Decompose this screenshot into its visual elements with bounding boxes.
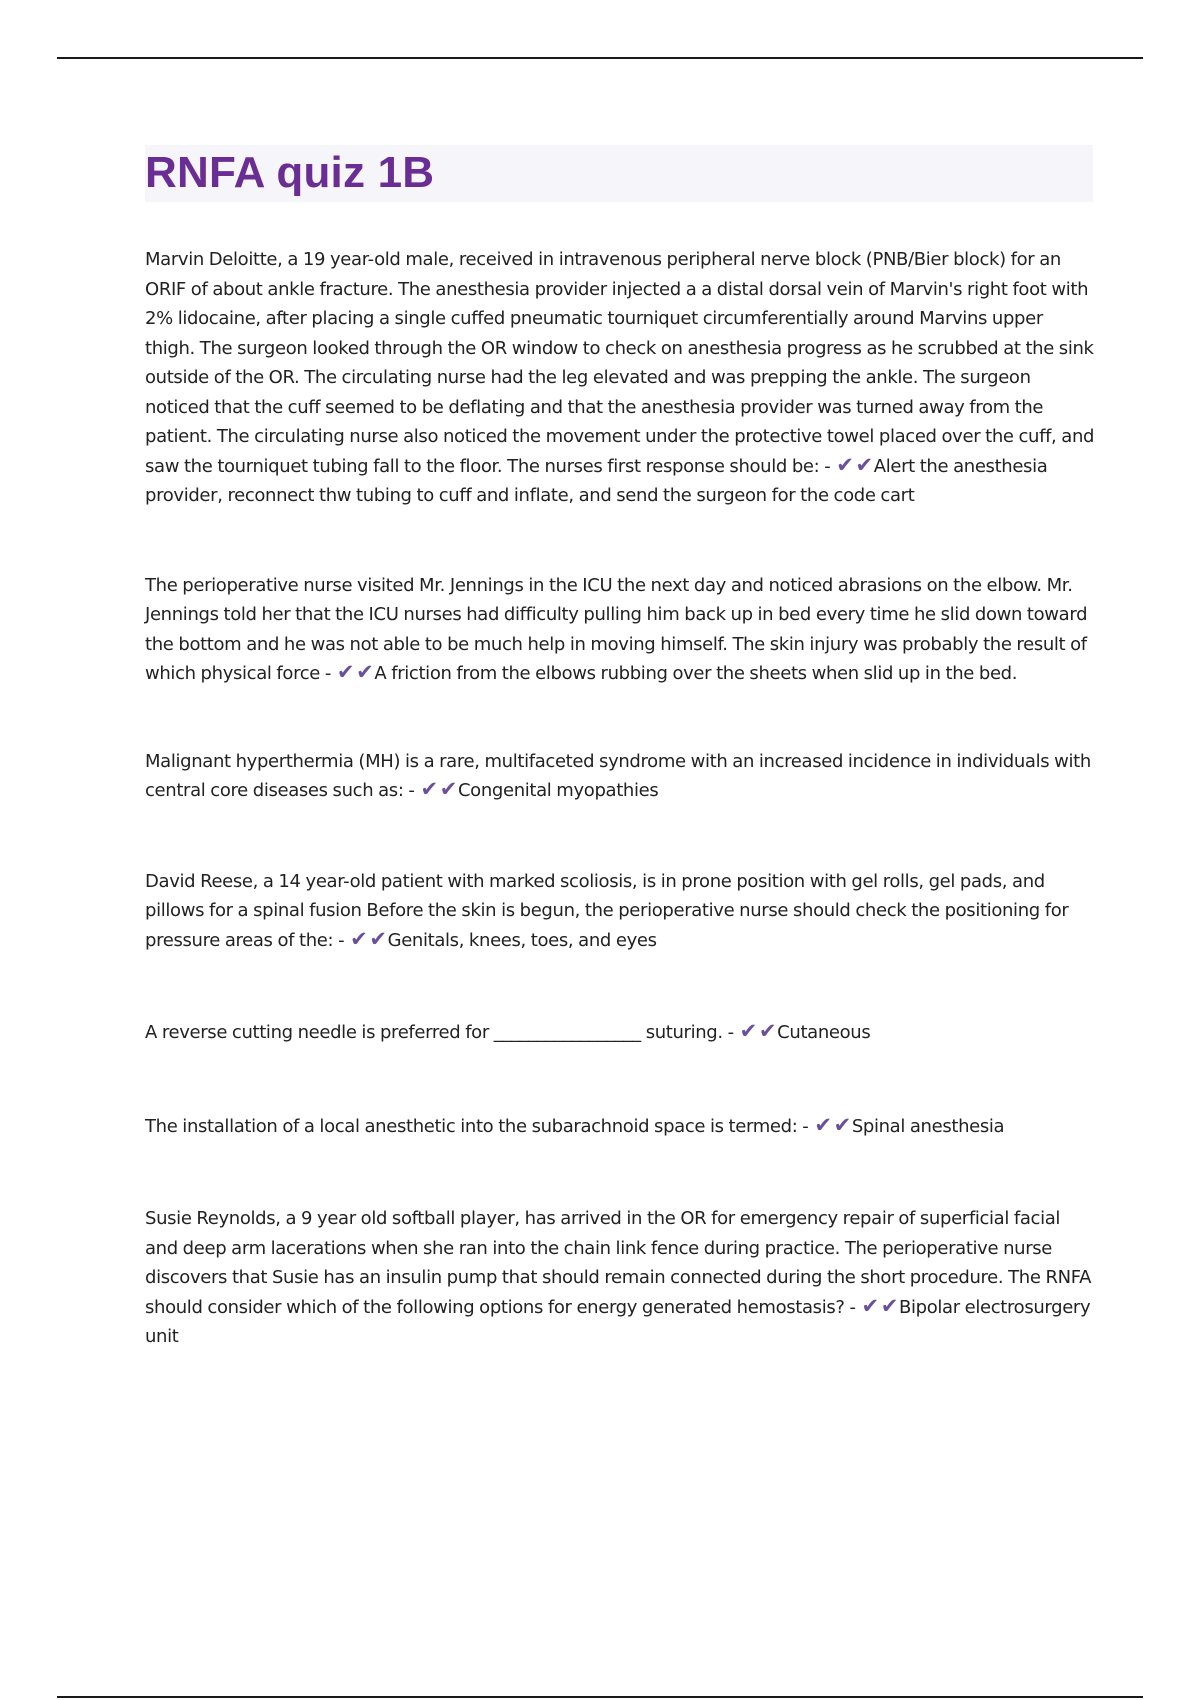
separator: - <box>338 929 345 951</box>
check-icon: ✔ <box>861 1293 879 1318</box>
separator: - <box>849 1296 856 1318</box>
answer-marker <box>419 777 458 801</box>
check-icon: ✔ <box>833 1112 851 1137</box>
question-text: Susie Reynolds, a 9 year old softball player, has arrived in the OR for emergency repair of superficial facial and deep arm lacerations when she ran into the chain link fence during practice. The perioperative nurse discovers that Susie has an insulin pump that should remain connected during the short procedure. The RNFA should consider which of the following options for energy generated hemostasis? <box>145 1208 1092 1318</box>
answer-marker <box>861 1293 900 1318</box>
header-rule <box>57 57 1143 59</box>
check-icon: ✔ <box>356 660 374 684</box>
question-text: Marvin Deloitte, a 19 year-old male, received in intravenous peripheral nerve block (PNB/Bier block) for an ORIF of about ankle fracture. The anesthesia provider injected a a distal dorsal vein of Marvin's right foot with 2% lidocaine, after placing a single cuffed pneumatic tourniquet circumferentially around Marvins upper thigh. The surgeon looked through the OR window to check on anesthesia progress as he scrubbed at the sink outside of the OR. The circulating nurse had the leg elevated and was prepping the ankle. The surgeon noticed that the cuff seemed to be deflating and that the anesthesia provider was turned away from the patient. The circulating nurse also noticed the movement under the protective towel placed over the cuff, and saw the tourniquet tubing fall to the floor. The nurses first response should be: <box>145 249 1095 477</box>
check-icon: ✔ <box>836 452 854 477</box>
check-icon: ✔ <box>880 1293 898 1318</box>
qa-list <box>145 245 1095 1352</box>
qa-item <box>145 1204 1095 1352</box>
answer-text: Alert the anesthesia provider, reconnect thw tubing to cuff and inflate, and send the surgeon for the code cart <box>145 455 1048 506</box>
answer-marker <box>835 452 874 477</box>
check-icon: ✔ <box>369 926 387 951</box>
check-icon: ✔ <box>758 1019 777 1043</box>
answer-marker <box>349 926 388 951</box>
question-text: The installation of a local anesthetic into the subarachnoid space is termed: <box>145 1115 798 1137</box>
check-icon: ✔ <box>420 777 438 801</box>
qa-item <box>145 747 1095 806</box>
check-icon: ✔ <box>855 452 873 477</box>
qa-item <box>145 245 1095 511</box>
question-text: Malignant hyperthermia (MH) is a rare, multifaceted syndrome with an increased incidence in individuals with central core diseases such as: <box>145 750 1091 801</box>
check-icon: ✔ <box>739 1019 757 1043</box>
separator: - <box>727 1022 734 1043</box>
question-text: The perioperative nurse visited Mr. Jennings in the ICU the next day and noticed abrasions on the elbow. Mr. Jennings told her that the ICU nurses had difficulty pulling him back up in bed every time he slid down toward the bottom and he was not able to be much help in moving himself. The skin injury was probably the result of which physical force <box>145 574 1088 684</box>
question-text: David Reese, a 14 year-old patient with marked scoliosis, is in prone position with gel rolls, gel pads, and pillows for a spinal fusion Before the skin is begun, the perioperative nurse should check the positioning for pressure areas of the: <box>145 870 1069 951</box>
separator: - <box>824 455 831 477</box>
qa-item <box>145 1018 1095 1048</box>
answer-text: Spinal anesthesia <box>851 1115 1005 1137</box>
qa-item <box>145 571 1095 689</box>
check-icon: ✔ <box>439 777 457 801</box>
check-icon: ✔ <box>336 660 355 684</box>
check-icon: ✔ <box>814 1112 832 1137</box>
document-title: RNFA quiz 1B <box>145 148 435 197</box>
answer-text: Genitals, knees, toes, and eyes <box>387 929 657 951</box>
qa-item <box>145 1112 1095 1142</box>
separator: - <box>324 663 332 684</box>
answer-text: Congenital myopathies <box>457 780 659 801</box>
question-text: A reverse cutting needle is preferred for _________________ suturing. <box>145 1022 723 1043</box>
answer-marker <box>336 660 375 684</box>
footer-rule <box>57 1696 1143 1698</box>
separator: - <box>408 780 415 801</box>
check-icon: ✔ <box>350 926 368 951</box>
answer-marker <box>739 1019 778 1043</box>
separator: - <box>802 1115 809 1137</box>
answer-text: A friction from the elbows rubbing over the sheets when slid up in the bed. <box>374 663 1018 684</box>
answer-marker <box>813 1112 852 1137</box>
qa-item <box>145 867 1095 956</box>
answer-text: Cutaneous <box>777 1022 871 1043</box>
answer-text: Bipolar electrosurgery unit <box>145 1296 1091 1347</box>
